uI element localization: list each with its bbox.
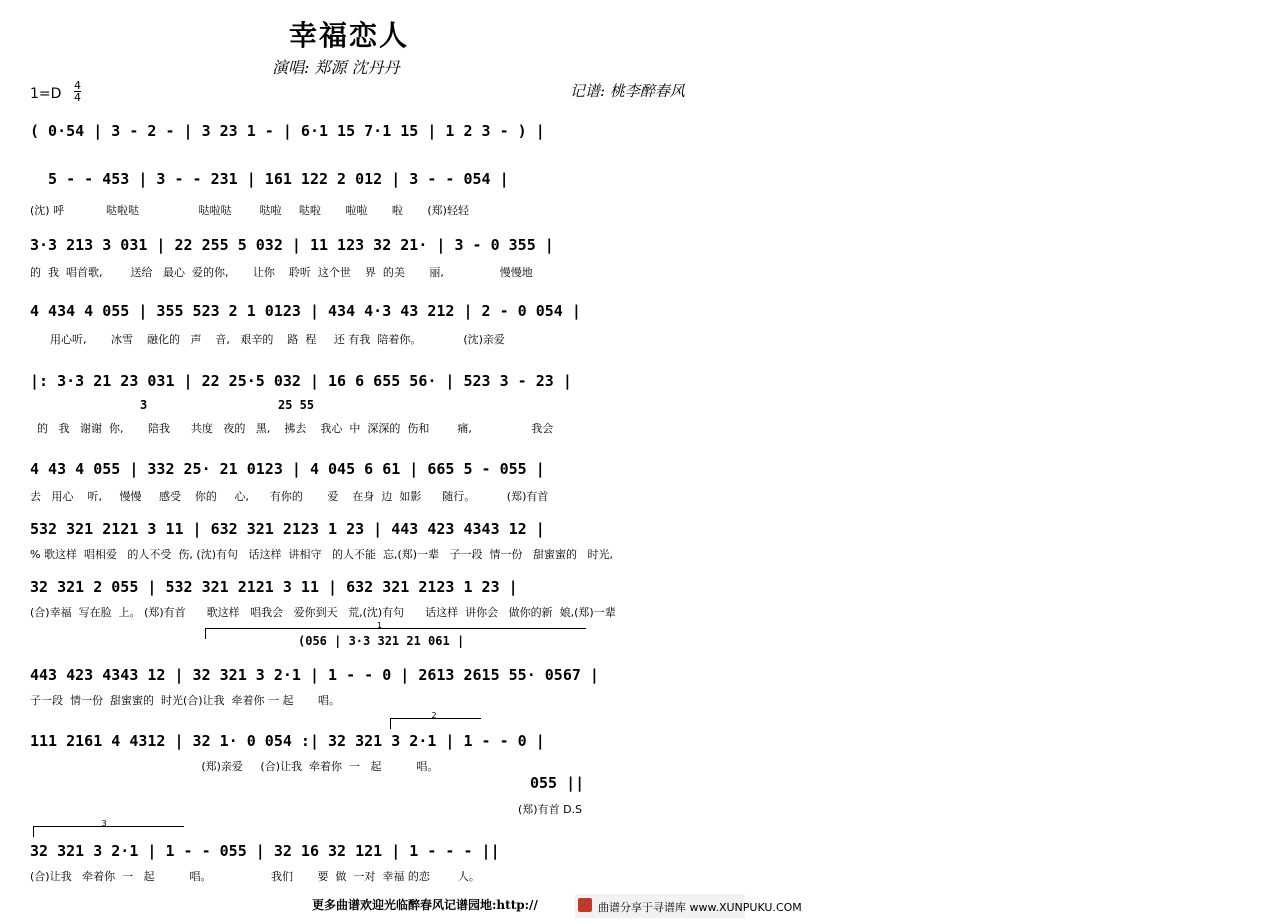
notation-line-3: 3·3 213 3 031 | 22 255 5 032 | 11 123 32 21· | 3 - 0 355 | <box>30 236 554 254</box>
lyric-line-6: 去 用心 听, 慢慢 感受 你的 心, 有你的 爱 在身 边 如影 随行。 (郑)有首 <box>30 490 549 503</box>
footer-note: 更多曲谱欢迎光临醉春风记谱园地:http:// <box>312 898 538 912</box>
ending-number-2: 2 <box>431 711 437 720</box>
watermark-icon <box>578 898 592 912</box>
singers-credit: 演唱: 郑源 沈丹丹 <box>272 58 400 77</box>
time-signature <box>74 80 81 103</box>
second-ending-bracket <box>390 711 481 729</box>
key-signature: 1=D <box>30 86 62 102</box>
lyric-line-8: (合)幸福 写在脸 上。 (郑)有首 歌这样 唱我会 爱你到天 荒,(沈)有句 话这样 讲你会 做你的新 娘,(郑)一辈 <box>30 606 616 619</box>
third-ending-bracket <box>33 819 184 837</box>
watermark-text: 曲谱分享于寻谱库 www.XUNPUKU.COM <box>598 901 802 914</box>
lyric-line-11: (合)让我 牵着你 一 起 唱。 我们 要 做 一对 幸福 的恋 人。 <box>30 870 480 883</box>
lyric-line-10: (郑)亲爱 (合)让我 牵着你 一 起 唱。 <box>30 760 439 773</box>
ds-lyric: (郑)有首 D.S <box>518 803 583 816</box>
notation-line-11: 32 321 3 2·1 | 1 - - 055 | 32 16 32 121 | 1 - - - || <box>30 842 500 860</box>
notation-line-6: 4 43 4 055 | 332 25· 21 0123 | 4 045 6 61 | 665 5 - 055 | <box>30 460 545 478</box>
lyric-line-7: % 歌这样 唱相爱 的人不受 伤, (沈)有句 话这样 讲相守 的人不能 忘,(郑)一辈 子一段 情一份 甜蜜蜜的 时光, <box>30 548 614 561</box>
notation-line-2: 5 - - 453 | 3 - - 231 | 161 122 2 012 | 3 - - 054 | <box>30 170 509 188</box>
notation-line-10: 111 2161 4 4312 | 32 1· 0 054 :| 32 321 3 2·1 | 1 - - 0 | <box>30 732 545 750</box>
notation-line-4: 4 434 4 055 | 355 523 2 1 0123 | 434 4·3 43 212 | 2 - 0 054 | <box>30 302 581 320</box>
ds-notes: 055 || <box>530 774 585 792</box>
lyric-line-3: 的 我 唱首歌, 送给 最心 爱的你, 让你 聆听 这个世 界 的美 丽, 慢慢地 <box>30 266 533 279</box>
notation-line-9: 443 423 4343 12 | 32 321 3 2·1 | 1 - - 0 | 2613 2615 55· 0567 | <box>30 666 599 684</box>
meter-top: 4 <box>74 79 81 92</box>
lyric-line-2: (沈) 呼 哒啦哒 哒啦哒 哒啦 哒啦 啦啦 啦 (郑)轻轻 <box>30 204 469 217</box>
notation-line-7: 532 321 2121 3 11 | 632 321 2123 1 23 | 443 423 4343 12 | <box>30 520 545 538</box>
lyric-line-5: 的 我 谢谢 你, 陪我 共度 夜的 黑, 拂去 我心 中 深深的 伤和 痛, 我会 <box>30 422 554 435</box>
harmony-line-b: 25 55 <box>278 398 315 412</box>
notation-line-8: 32 321 2 055 | 532 321 2121 3 11 | 632 321 2123 1 23 | <box>30 578 518 596</box>
ending-number-3: 3 <box>101 819 107 828</box>
ending-number-1: 1 <box>377 621 383 630</box>
notation-line-5: |: 3·3 21 23 031 | 22 25·5 032 | 16 6 655 56· | 523 3 - 23 | <box>30 372 572 390</box>
notation-line-1: ( 0·54 | 3 - 2 - | 3 23 1 - | 6·1 15 7·1 15 | 1 2 3 - ) | <box>30 122 545 140</box>
bridge-intro-line: (056 | 3·3 321 21 061 | <box>298 634 465 648</box>
song-title: 幸福恋人 <box>288 19 409 52</box>
harmony-line-a: 3 <box>140 398 148 412</box>
lyric-line-9: 子一段 情一份 甜蜜蜜的 时光(合)让我 牵着你 一 起 唱。 <box>30 694 341 707</box>
meter-bottom: 4 <box>74 91 81 104</box>
lyric-line-4: 用心听, 冰雪 融化的 声 音, 艰辛的 路 程 还 有我 陪着你。 (沈)亲爱 <box>50 333 505 346</box>
transcriber-credit: 记谱: 桃李醉春风 <box>570 82 685 100</box>
